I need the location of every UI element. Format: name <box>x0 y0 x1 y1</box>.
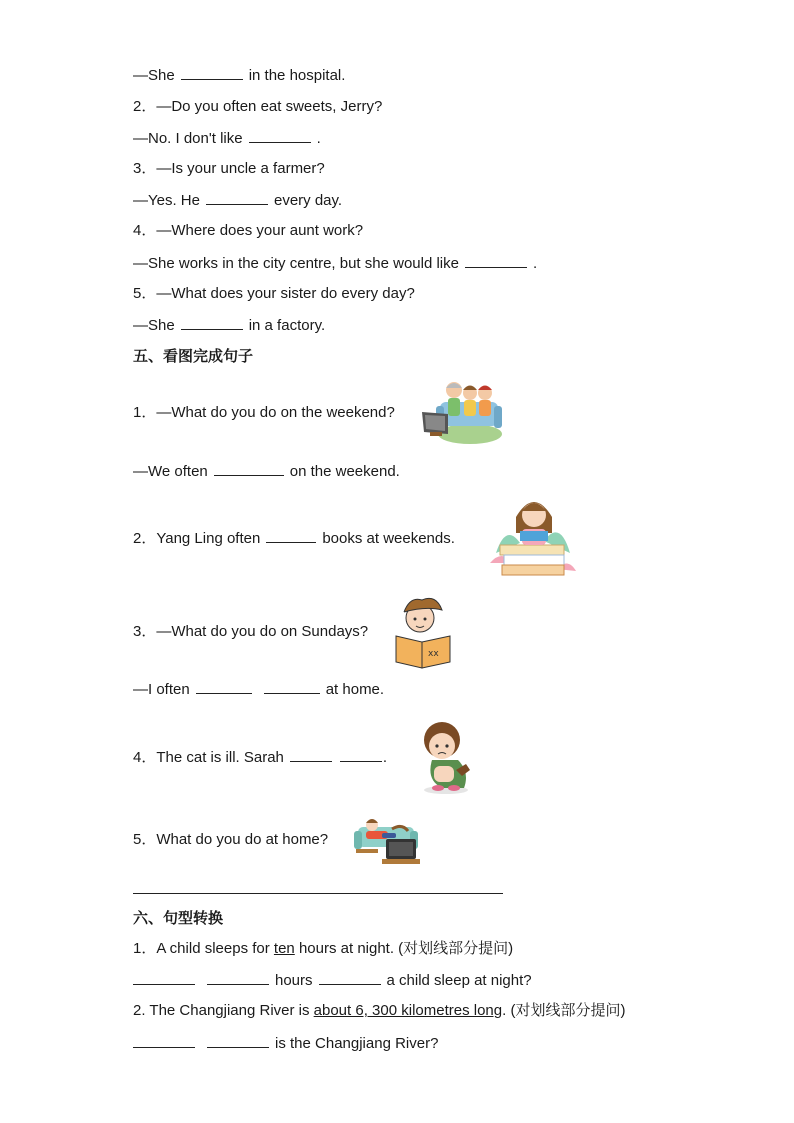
text: hours at night. (对划线部分提问) <box>298 940 514 957</box>
p4-line-1 <box>133 65 345 86</box>
p4-q2-question: 2．—Do you often eat sweets, Jerry? <box>133 98 383 115</box>
text: hours <box>275 972 313 989</box>
p5-q1-answer <box>133 461 400 482</box>
underlined-text: ten <box>273 940 295 957</box>
answer-blank[interactable] <box>340 747 382 762</box>
text: at home. <box>325 681 385 698</box>
text: . <box>533 255 538 272</box>
section-heading-6: 六、句型转换 <box>133 909 224 927</box>
p4-q4-question: 4．—Where does your aunt work? <box>133 222 364 239</box>
p6-q1-answer <box>133 970 532 991</box>
text: 2. The Changjiang River is <box>133 1002 310 1019</box>
answer-blank[interactable] <box>133 970 195 985</box>
text: 4．The cat is ill. Sarah <box>133 749 284 766</box>
text: . (对划线部分提问) <box>502 1002 626 1019</box>
p4-q5-answer <box>133 315 325 336</box>
text: —She <box>133 67 175 84</box>
text: —She <box>133 317 175 334</box>
text: books at weekends. <box>322 530 455 547</box>
svg-text:xx: xx <box>428 649 439 659</box>
text: a child sleep at night? <box>386 972 532 989</box>
answer-blank[interactable] <box>181 315 243 330</box>
text: in a factory. <box>248 317 326 334</box>
text: . <box>382 749 388 766</box>
text: 2．Yang Ling often <box>133 530 261 547</box>
p6-q2 <box>133 1001 625 1021</box>
answer-blank[interactable] <box>266 528 316 543</box>
p5-q5-question: 5．What do you do at home? <box>133 831 329 848</box>
underlined-text: about 6, 300 kilometres long <box>313 1002 503 1019</box>
answer-blank[interactable] <box>290 747 332 762</box>
answer-blank[interactable] <box>319 970 381 985</box>
answer-blank[interactable] <box>465 253 527 268</box>
text: —She works in the city centre, but she would like <box>133 255 459 272</box>
text: 1．A child sleeps for <box>133 940 270 957</box>
p6-q1 <box>133 939 513 959</box>
girl-reading-illustration <box>486 493 580 581</box>
boy-watching-tv-illustration <box>352 815 424 869</box>
answer-blank[interactable] <box>264 679 320 694</box>
text: in the hospital. <box>248 67 346 84</box>
p6-q2-answer <box>133 1033 438 1054</box>
p4-q3-question: 3．—Is your uncle a farmer? <box>133 160 325 177</box>
text: on the weekend. <box>289 463 400 480</box>
p4-q5-question: 5．—What does your sister do every day? <box>133 285 415 302</box>
p5-q3-question: 3．—What do you do on Sundays? <box>133 623 369 640</box>
family-watching-tv-illustration <box>418 376 504 446</box>
p4-q2-answer <box>133 128 321 149</box>
boy-reading-illustration <box>392 596 454 670</box>
p5-q3-answer <box>133 679 384 700</box>
text: —Yes. He <box>133 192 200 209</box>
text: every day. <box>273 192 343 209</box>
p4-q4-answer <box>133 253 537 274</box>
answer-blank[interactable] <box>249 128 311 143</box>
text: . <box>316 130 321 147</box>
text: —We often <box>133 463 208 480</box>
answer-blank[interactable] <box>207 970 269 985</box>
answer-blank[interactable] <box>133 1033 195 1048</box>
text: —I often <box>133 681 190 698</box>
answer-line[interactable] <box>133 893 503 894</box>
p5-q2 <box>133 528 455 549</box>
p5-q4 <box>133 747 387 768</box>
p5-q1-question: 1．—What do you do on the weekend? <box>133 404 395 421</box>
p4-q3-answer <box>133 190 342 211</box>
answer-blank[interactable] <box>207 1033 269 1048</box>
sad-child-illustration <box>416 716 480 796</box>
section-heading-5: 五、看图完成句子 <box>133 347 254 365</box>
answer-blank[interactable] <box>214 461 284 476</box>
text: —No. I don't like <box>133 130 243 147</box>
text: is the Changjiang River? <box>275 1035 439 1052</box>
answer-blank[interactable] <box>181 65 243 80</box>
answer-blank[interactable] <box>206 190 268 205</box>
answer-blank[interactable] <box>196 679 252 694</box>
